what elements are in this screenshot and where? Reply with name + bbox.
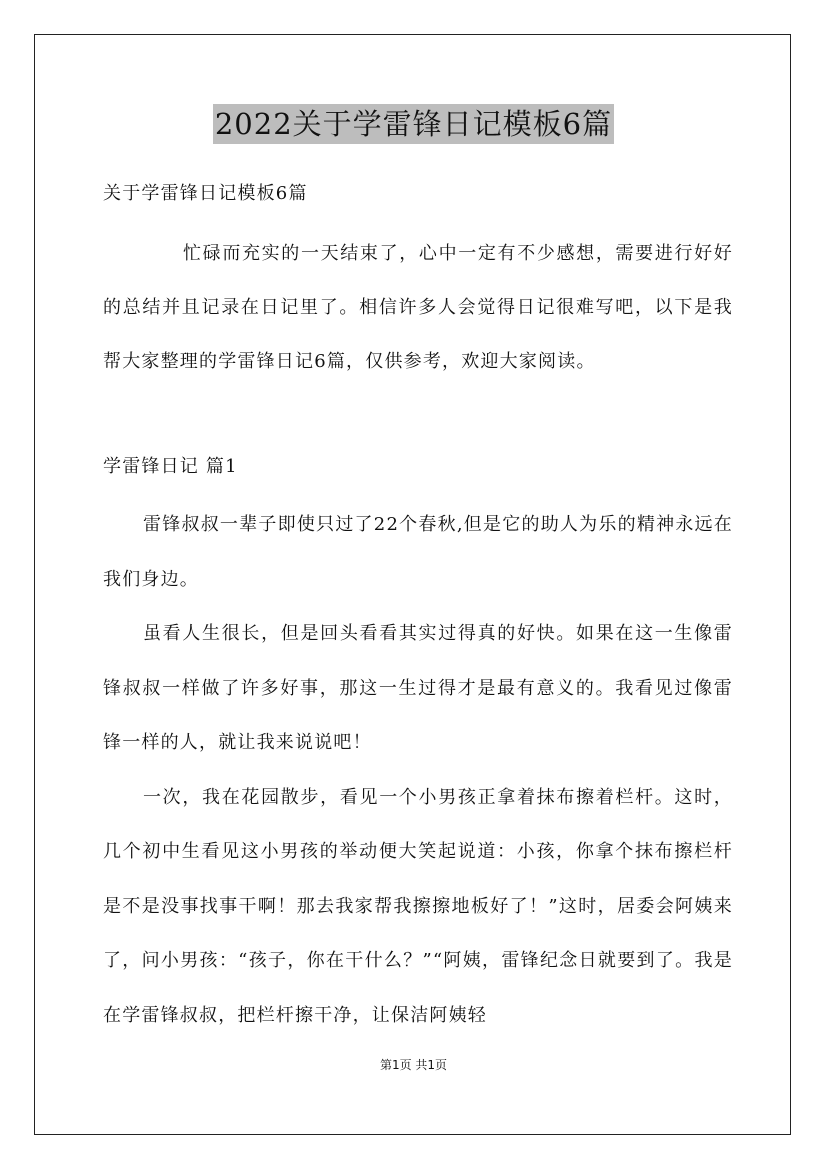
body-paragraph: 一次，我在花园散步，看见一个小男孩正拿着抹布擦着栏杆。这时，几个初中生看见这小男孩的举动便大笑起说道：小孩，你拿个抹布擦栏杆是不是没事找事干啊！那去我家帮我擦擦地板好了！”这时，居委会阿姨来了，问小男孩：“孩子，你在干什么？”“阿姨，雷锋纪念日就要到了。我是在学雷锋叔叔，把栏杆擦干净，让保洁阿姨轻 bbox=[103, 786, 733, 1026]
page-footer: 第1页 共1页 bbox=[379, 1058, 448, 1072]
body-paragraph: 雷锋叔叔一辈子即使只过了22个春秋,但是它的助人为乐的精神永远在我们身边。 bbox=[103, 514, 733, 590]
body-paragraph: 虽看人生很长，但是回头看看其实过得真的好快。如果在这一生像雷锋叔叔一样做了许多好事，那这一生过得才是最有意义的。我看见过像雷锋一样的人，就让我来说说吧！ bbox=[103, 623, 733, 753]
intro-paragraph: 忙碌而充实的一天结束了，心中一定有不少感想，需要进行好好的总结并且记录在日记里了。相信许多人会觉得日记很难写吧，以下是我帮大家整理的学雷锋日记6篇，仅供参考，欢迎大家阅读。 bbox=[103, 243, 733, 372]
title-container bbox=[0, 104, 827, 144]
document-title: 2022关于学雷锋日记模板6篇 bbox=[213, 104, 614, 144]
section-heading: 学雷锋日记 篇1 bbox=[103, 456, 238, 477]
document-subtitle: 关于学雷锋日记模板6篇 bbox=[103, 183, 308, 204]
document-body bbox=[103, 176, 733, 1043]
